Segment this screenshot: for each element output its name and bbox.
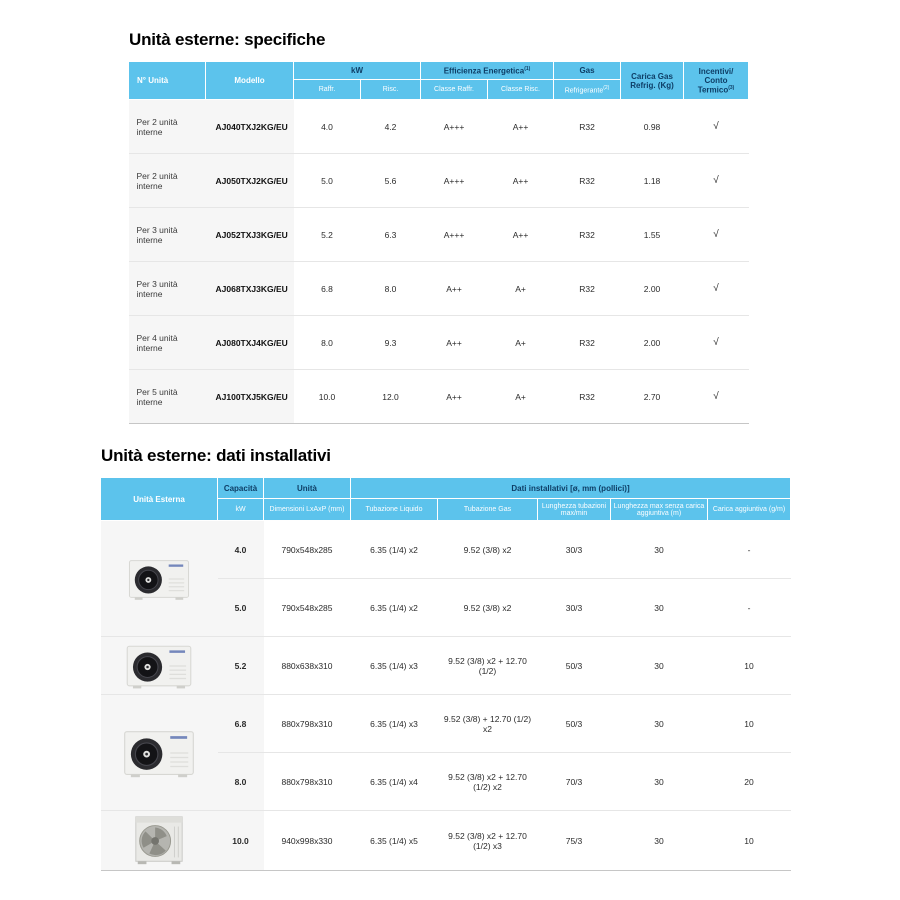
refrigerante-label: Refrigerante — [564, 87, 604, 95]
cell-tubazione-gas: 9.52 (3/8) x2 + 12.70 (1/2) x3 — [438, 811, 538, 871]
table-row — [129, 100, 749, 154]
cell-tubazione-liquido: 6.35 (1/4) x2 — [351, 579, 438, 637]
header-classe-risc: Classe Risc. — [488, 80, 554, 100]
cell-capacita: 5.2 — [218, 637, 264, 695]
cell-dimensioni: 940x998x330 — [264, 811, 351, 871]
cell-modello: AJ040TXJ2KG/EU — [206, 100, 294, 154]
header-unita-group: Unità — [264, 478, 351, 499]
table-row — [129, 262, 749, 316]
cell-gas: R32 — [554, 316, 621, 370]
cell-raffr: 5.0 — [294, 154, 361, 208]
cell-modello: AJ068TXJ3KG/EU — [206, 262, 294, 316]
cell-gas: R32 — [554, 154, 621, 208]
table-row — [101, 811, 791, 871]
cell-incentivi-check: √ — [684, 100, 749, 154]
cell-carica: 1.55 — [621, 208, 684, 262]
cell-tubazione-gas: 9.52 (3/8) x2 — [438, 579, 538, 637]
cell-n-unita: Per 3 unità interne — [129, 262, 206, 316]
header-modello: Modello — [206, 62, 294, 100]
cell-n-unita: Per 3 unità interne — [129, 208, 206, 262]
outdoor-unit-medium-icon — [101, 637, 218, 694]
cell-lunghezza-tubazioni: 50/3 — [538, 637, 611, 695]
header-efficienza-label: Efficienza Energetica — [443, 66, 525, 76]
cell-carica-aggiuntiva: - — [708, 579, 791, 637]
header-lunghezza-tubazioni: Lunghezza tubazioni max/min — [538, 499, 611, 521]
cell-raffr: 8.0 — [294, 316, 361, 370]
cell-modello: AJ080TXJ4KG/EU — [206, 316, 294, 370]
cell-carica: 2.70 — [621, 370, 684, 424]
cell-tubazione-liquido: 6.35 (1/4) x2 — [351, 521, 438, 579]
incentivi-line1: Incentivi/ — [698, 66, 734, 76]
header-risc: Risc. — [361, 80, 421, 100]
cell-raffr: 4.0 — [294, 100, 361, 154]
cell-classe-risc: A+ — [488, 370, 554, 424]
cell-classe-risc: A+ — [488, 316, 554, 370]
cell-n-unita: Per 4 unità interne — [129, 316, 206, 370]
cell-gas: R32 — [554, 370, 621, 424]
cell-carica-aggiuntiva: 20 — [708, 753, 791, 811]
header-refrigerante — [554, 80, 621, 100]
cell-lunghezza-max: 30 — [611, 753, 708, 811]
cell-classe-raffr: A++ — [421, 316, 488, 370]
cell-gas: R32 — [554, 100, 621, 154]
header-carica-aggiuntiva: Carica aggiuntiva (g/m) — [708, 499, 791, 521]
cell-n-unita: Per 5 unità interne — [129, 370, 206, 424]
cell-n-unita: Per 2 unità interne — [129, 154, 206, 208]
cell-dimensioni: 880x798x310 — [264, 753, 351, 811]
cell-classe-risc: A++ — [488, 154, 554, 208]
cell-carica-aggiuntiva: 10 — [708, 695, 791, 753]
cell-unit-image — [101, 811, 218, 871]
table-row — [129, 154, 749, 208]
cell-gas: R32 — [554, 208, 621, 262]
cell-tubazione-liquido: 6.35 (1/4) x4 — [351, 753, 438, 811]
cell-capacita: 10.0 — [218, 811, 264, 871]
header-gas-group: Gas — [554, 62, 621, 80]
cell-carica-aggiuntiva: - — [708, 521, 791, 579]
header-capacita-group: Capacità — [218, 478, 264, 499]
cell-gas: R32 — [554, 262, 621, 316]
cell-unit-image — [101, 637, 218, 695]
cell-dimensioni: 790x548x285 — [264, 521, 351, 579]
header-tubazione-liquido: Tubazione Liquido — [351, 499, 438, 521]
cell-classe-raffr: A+++ — [421, 208, 488, 262]
cell-raffr: 6.8 — [294, 262, 361, 316]
header-dimensioni: Dimensioni LxAxP (mm) — [264, 499, 351, 521]
cell-lunghezza-max: 30 — [611, 521, 708, 579]
header-kw: kW — [218, 499, 264, 521]
header-lunghezza-max: Lunghezza max senza carica aggiuntiva (m) — [611, 499, 708, 521]
cell-risc: 8.0 — [361, 262, 421, 316]
cell-risc: 5.6 — [361, 154, 421, 208]
cell-capacita: 6.8 — [218, 695, 264, 753]
cell-lunghezza-tubazioni: 50/3 — [538, 695, 611, 753]
cell-raffr: 5.2 — [294, 208, 361, 262]
cell-carica-aggiuntiva: 10 — [708, 811, 791, 871]
cell-carica: 2.00 — [621, 316, 684, 370]
cell-incentivi-check: √ — [684, 316, 749, 370]
footnote-marker: (1) — [524, 65, 531, 72]
cell-lunghezza-tubazioni: 30/3 — [538, 579, 611, 637]
install-section — [100, 446, 790, 871]
cell-classe-raffr: A+++ — [421, 154, 488, 208]
cell-lunghezza-tubazioni: 75/3 — [538, 811, 611, 871]
cell-tubazione-gas: 9.52 (3/8) x2 + 12.70 (1/2) x2 — [438, 753, 538, 811]
table-row — [101, 521, 791, 579]
cell-tubazione-liquido: 6.35 (1/4) x3 — [351, 637, 438, 695]
cell-lunghezza-max: 30 — [611, 811, 708, 871]
cell-dimensioni: 880x798x310 — [264, 695, 351, 753]
cell-incentivi-check: √ — [684, 154, 749, 208]
install-title: Unità esterne: dati installativi — [101, 446, 331, 465]
footnote-marker: (3) — [728, 84, 735, 91]
cell-lunghezza-tubazioni: 30/3 — [538, 521, 611, 579]
cell-tubazione-liquido: 6.35 (1/4) x3 — [351, 695, 438, 753]
header-carica-gas: Carica Gas Refrig. (Kg) — [621, 62, 684, 100]
table-row — [129, 316, 749, 370]
header-tubazione-gas: Tubazione Gas — [438, 499, 538, 521]
cell-unit-image — [101, 521, 218, 637]
cell-modello: AJ100TXJ5KG/EU — [206, 370, 294, 424]
spec-table — [128, 61, 749, 424]
cell-capacita: 5.0 — [218, 579, 264, 637]
cell-dimensioni: 790x548x285 — [264, 579, 351, 637]
incentivi-line2: Conto Termico — [697, 75, 729, 95]
cell-carica: 0.98 — [621, 100, 684, 154]
header-unita-esterna: Unità Esterna — [101, 478, 218, 521]
cell-tubazione-gas: 9.52 (3/8) x2 + 12.70 (1/2) — [438, 637, 538, 695]
cell-tubazione-gas: 9.52 (3/8) x2 — [438, 521, 538, 579]
cell-modello: AJ052TXJ3KG/EU — [206, 208, 294, 262]
cell-dimensioni: 880x638x310 — [264, 637, 351, 695]
cell-risc: 4.2 — [361, 100, 421, 154]
cell-incentivi-check: √ — [684, 262, 749, 316]
cell-classe-raffr: A++ — [421, 262, 488, 316]
table-row — [129, 208, 749, 262]
table-row — [101, 695, 791, 753]
cell-classe-risc: A+ — [488, 262, 554, 316]
spec-title: Unità esterne: specifiche — [129, 30, 326, 49]
cell-classe-risc: A++ — [488, 100, 554, 154]
cell-tubazione-gas: 9.52 (3/8) + 12.70 (1/2) x2 — [438, 695, 538, 753]
outdoor-unit-xl-icon — [101, 811, 218, 870]
cell-risc: 9.3 — [361, 316, 421, 370]
table-row — [129, 370, 749, 424]
cell-carica-aggiuntiva: 10 — [708, 637, 791, 695]
outdoor-unit-large-icon — [101, 695, 218, 810]
cell-raffr: 10.0 — [294, 370, 361, 424]
install-table — [100, 477, 791, 871]
table-row — [101, 637, 791, 695]
cell-classe-raffr: A+++ — [421, 100, 488, 154]
footnote-marker: (2) — [603, 84, 610, 91]
outdoor-unit-small-icon — [101, 521, 218, 636]
cell-carica: 1.18 — [621, 154, 684, 208]
cell-capacita: 4.0 — [218, 521, 264, 579]
cell-tubazione-liquido: 6.35 (1/4) x5 — [351, 811, 438, 871]
header-dati-installativi-group: Dati installativi [ø, mm (pollici)] — [351, 478, 791, 499]
spec-section — [128, 30, 748, 424]
cell-carica: 2.00 — [621, 262, 684, 316]
cell-lunghezza-tubazioni: 70/3 — [538, 753, 611, 811]
header-raffr: Raffr. — [294, 80, 361, 100]
cell-risc: 6.3 — [361, 208, 421, 262]
header-incentivi — [684, 62, 749, 100]
cell-unit-image — [101, 695, 218, 811]
cell-capacita: 8.0 — [218, 753, 264, 811]
header-kw-group: kW — [294, 62, 421, 80]
cell-modello: AJ050TXJ2KG/EU — [206, 154, 294, 208]
cell-incentivi-check: √ — [684, 208, 749, 262]
cell-classe-risc: A++ — [488, 208, 554, 262]
cell-lunghezza-max: 30 — [611, 695, 708, 753]
header-classe-raffr: Classe Raffr. — [421, 80, 488, 100]
cell-incentivi-check: √ — [684, 370, 749, 424]
cell-classe-raffr: A++ — [421, 370, 488, 424]
cell-n-unita: Per 2 unità interne — [129, 100, 206, 154]
header-efficienza-group — [421, 62, 554, 80]
header-n-unita: N° Unità — [129, 62, 206, 100]
cell-lunghezza-max: 30 — [611, 637, 708, 695]
cell-risc: 12.0 — [361, 370, 421, 424]
cell-lunghezza-max: 30 — [611, 579, 708, 637]
